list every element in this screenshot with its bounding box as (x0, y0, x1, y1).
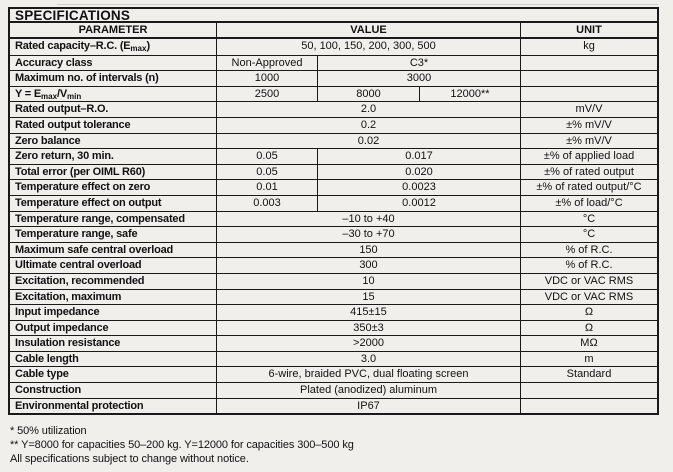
param-label: Accuracy class (15, 56, 93, 69)
unit-cell: ±% of applied load (520, 149, 657, 164)
footnote-utilization: * 50% utilization (10, 425, 87, 437)
footnotes (10, 424, 354, 467)
param-label: Rated capacity–R.C. $(E_{max})$ (15, 40, 150, 53)
value-cell: Plated (anodized) aluminum (216, 383, 520, 398)
table-row (10, 195, 657, 211)
value-cell: 0.05 (216, 149, 317, 164)
value-cell: 0.0023 (317, 180, 520, 195)
param-label: Zero balance (15, 134, 81, 147)
param-label: Construction (15, 384, 82, 397)
value-cell: 0.05 (216, 165, 317, 180)
spec-rows (10, 39, 657, 413)
table-row (10, 366, 657, 382)
unit-cell: ±% of load/°C (520, 196, 657, 211)
unit-cell: ±% of rated output/°C (520, 180, 657, 195)
unit-cell: ±% mV/V (520, 134, 657, 149)
value-cell: 3.0 (216, 352, 520, 367)
value-cell: 0.020 (317, 165, 520, 180)
unit-cell: Ω (520, 321, 657, 336)
value-cell: >2000 (216, 336, 520, 351)
unit-cell: % of R.C. (520, 243, 657, 258)
unit-cell: VDC or VAC RMS (520, 290, 657, 305)
table-title: SPECIFICATIONS (10, 9, 657, 23)
table-row (10, 226, 657, 242)
unit-cell: m (520, 352, 657, 367)
scan-artifact-line (57, 4, 658, 5)
unit-cell: Ω (520, 305, 657, 320)
param-label: Temperature range, safe (15, 228, 138, 241)
value-cell: 0.01 (216, 180, 317, 195)
table-row (10, 39, 657, 55)
footnote-y-values: ** Y=8000 for capacities 50–200 kg. Y=12000 for capacities 300–500 kg (10, 439, 354, 452)
value-cell: 8000 (317, 87, 419, 102)
param-label: Maximum safe central overload (15, 243, 174, 256)
value-cell: –30 to +70 (216, 227, 520, 242)
param-label: Temperature effect on output (15, 196, 162, 209)
unit-cell: °C (520, 227, 657, 242)
unit-cell (520, 71, 657, 86)
value-cell: –10 to +40 (216, 212, 520, 227)
param-label: Input impedance (15, 306, 100, 319)
value-cell: 10 (216, 274, 520, 289)
table-row (10, 320, 657, 336)
header-parameter: PARAMETER (78, 24, 148, 36)
param-label: Insulation resistance (15, 337, 121, 350)
table-row (10, 273, 657, 289)
value-cell: 0.2 (216, 118, 520, 133)
table-row (10, 86, 657, 102)
value-cell: 415±15 (216, 305, 520, 320)
value-cell: C3* (317, 56, 520, 71)
value-cell: 15 (216, 290, 520, 305)
footnote-disclaimer: All specifications subject to change without notice. (10, 453, 249, 466)
value-cell: 150 (216, 243, 520, 258)
param-label: Cable length (15, 352, 79, 365)
unit-cell: % of R.C. (520, 258, 657, 273)
value-cell: 50, 100, 150, 200, 300, 500 (216, 39, 520, 55)
value-cell: 3000 (317, 71, 520, 86)
unit-cell: ±% of rated output (520, 165, 657, 180)
param-label: Excitation, recommended (15, 274, 145, 287)
param-label: Cable type (15, 368, 69, 381)
table-row (10, 398, 657, 414)
value-cell: 6-wire, braided PVC, dual floating screen (216, 367, 520, 382)
unit-cell (520, 87, 657, 102)
table-row (10, 101, 657, 117)
table-row (10, 148, 657, 164)
table-header-row (10, 23, 657, 39)
value-cell: 12000** (419, 87, 520, 102)
unit-cell (520, 399, 657, 414)
table-row (10, 242, 657, 258)
param-label: Maximum no. of intervals (n) (15, 72, 159, 85)
value-cell: 1000 (216, 71, 317, 86)
param-label: Temperature range, compensated (15, 212, 185, 225)
param-label: Excitation, maximum (15, 290, 122, 303)
table-row (10, 382, 657, 398)
param-label: $Y = E_{max}/V_{min}$ (15, 87, 82, 101)
param-label: Environmental protection (15, 399, 144, 412)
value-cell: 2.0 (216, 102, 520, 117)
unit-cell (520, 383, 657, 398)
value-cell: Non-Approved (216, 56, 317, 71)
unit-cell: MΩ (520, 336, 657, 351)
table-row (10, 257, 657, 273)
table-row (10, 179, 657, 195)
unit-cell: kg (520, 39, 657, 55)
value-cell: 0.017 (317, 149, 520, 164)
table-row (10, 351, 657, 367)
value-cell: 2500 (216, 87, 317, 102)
unit-cell: mV/V (520, 102, 657, 117)
unit-cell: VDC or VAC RMS (520, 274, 657, 289)
param-label: Zero return, 30 min. (15, 150, 114, 163)
param-label: Rated output–R.O. (15, 103, 109, 116)
table-row (10, 55, 657, 71)
table-row (10, 164, 657, 180)
table-row (10, 335, 657, 351)
unit-cell (520, 56, 657, 71)
header-value: VALUE (216, 23, 520, 37)
value-cell: 0.02 (216, 134, 520, 149)
unit-cell: ±% mV/V (520, 118, 657, 133)
value-cell: 0.003 (216, 196, 317, 211)
param-label: Total error (per OIML R60) (15, 165, 146, 178)
param-label: Temperature effect on zero (15, 181, 151, 194)
table-row (10, 211, 657, 227)
table-row (10, 117, 657, 133)
param-label: Rated output tolerance (15, 118, 131, 131)
table-row (10, 70, 657, 86)
unit-cell: Standard (520, 367, 657, 382)
param-label: Ultimate central overload (15, 259, 142, 272)
value-cell: 0.0012 (317, 196, 520, 211)
param-label: Output impedance (15, 321, 109, 334)
value-cell: IP67 (216, 399, 520, 414)
unit-cell: °C (520, 212, 657, 227)
specifications-table (8, 7, 659, 415)
header-unit: UNIT (520, 23, 657, 37)
table-row (10, 289, 657, 305)
table-row (10, 304, 657, 320)
table-row (10, 133, 657, 149)
value-cell: 300 (216, 258, 520, 273)
value-cell: 350±3 (216, 321, 520, 336)
